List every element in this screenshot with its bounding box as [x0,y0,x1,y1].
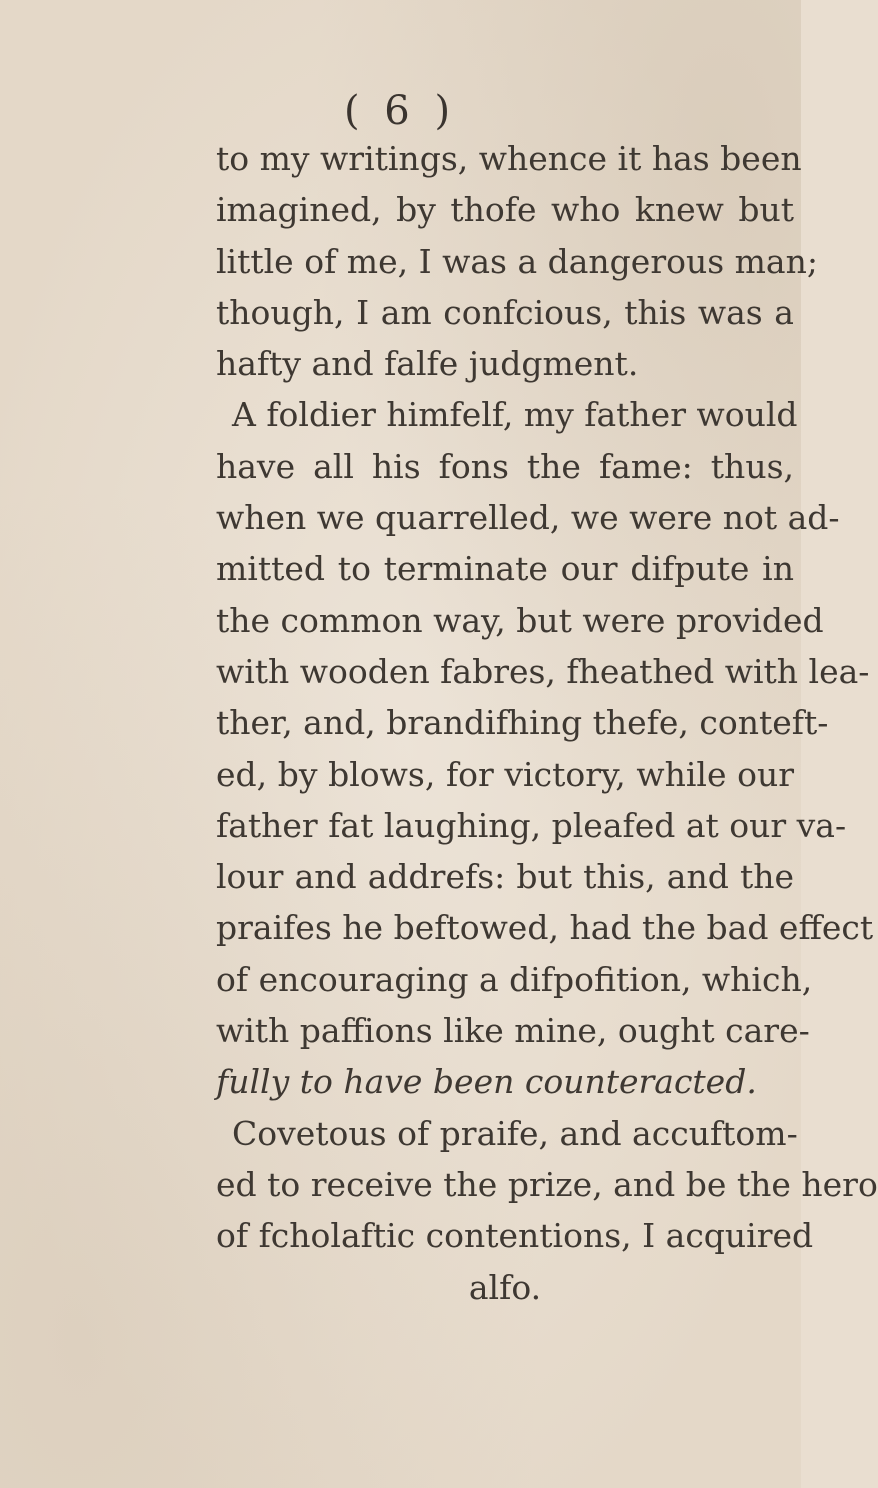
text-line: of encouraging a difpofition, which, [216,959,813,999]
text-line: praifes he beftowed, had the bad effect [216,908,874,948]
text-line: mitted to terminate our difpute in [216,549,794,589]
text-line: ed, by blows, for victory, while our [216,754,794,794]
body-text [216,133,878,1313]
text-line: of fcholaftic contentions, I acquired [216,1216,814,1256]
text-line: have all his fons the fame: thus, [216,446,794,486]
text-line: hafty and falfe judgment. [216,344,639,384]
text-line: A foldier himfelf, my father would [232,395,798,435]
text-line: imagined, by thofe who knew but [216,190,794,230]
text-line: fully to have been counteracted. [216,1062,757,1102]
text-line: though, I am confcious, this was a [216,292,794,332]
text-line: father fat laughing, pleafed at our va- [216,805,847,845]
text-line: lour and addrefs: but this, and the [216,857,794,897]
catchword: alfo. [468,1267,542,1307]
text-line: ther, and, brandifhing thefe, conteft- [216,703,829,743]
text-line: little of me, I was a dangerous man; [216,241,818,281]
page-number: ( 6 ) [343,88,457,134]
text-line: with paffions like mine, ought care- [216,1011,810,1051]
text-line: with wooden fabres, fheathed with lea- [216,651,870,691]
text-line: Covetous of praife, and accuftom- [232,1113,798,1153]
text-line: when we quarrelled, we were not ad- [216,498,840,538]
text-line: to my writings, whence it has been [216,139,802,178]
text-line: the common way, but were provided [216,600,824,640]
text-line: ed to receive the prize, and be the hero [216,1164,878,1204]
